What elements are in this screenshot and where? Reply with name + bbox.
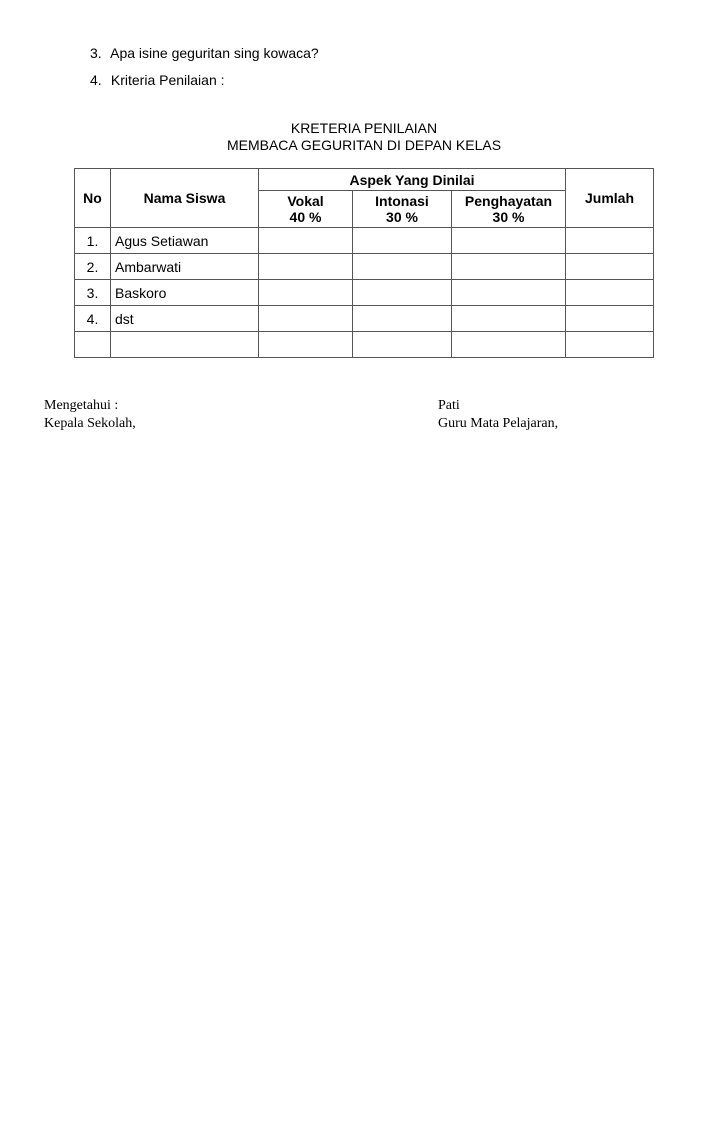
row-intonasi bbox=[353, 280, 452, 306]
row-name: Ambarwati bbox=[111, 254, 259, 280]
header-total: Jumlah bbox=[566, 169, 654, 228]
row-total bbox=[566, 254, 654, 280]
header-no: No bbox=[75, 169, 111, 228]
header-aspect-vokal-name: Vokal bbox=[287, 193, 324, 209]
row-total bbox=[566, 306, 654, 332]
row-no: 4. bbox=[75, 306, 111, 332]
question-4-number: 4. bbox=[90, 72, 102, 88]
signature-left-line-2: Kepala Sekolah, bbox=[44, 416, 136, 431]
row-intonasi bbox=[353, 254, 452, 280]
question-4-text: Kriteria Penilaian : bbox=[110, 72, 225, 88]
header-aspect-intonasi-weight: 30 % bbox=[386, 209, 418, 225]
table-title-line-2: MEMBACA GEGURITAN DI DEPAN KELAS bbox=[226, 137, 502, 153]
question-3-number: 3. bbox=[90, 45, 102, 61]
table-row bbox=[75, 254, 654, 280]
signature-left bbox=[44, 397, 136, 433]
header-aspect: Aspek Yang Dinilai bbox=[259, 169, 566, 191]
header-aspect-vokal-weight: 40 % bbox=[289, 209, 322, 225]
table-row bbox=[75, 306, 654, 332]
row-vokal bbox=[259, 254, 353, 280]
row-penghayatan bbox=[452, 332, 566, 358]
header-name: Nama Siswa bbox=[111, 169, 259, 228]
row-intonasi bbox=[353, 306, 452, 332]
signature-right-line-1: Pati bbox=[438, 398, 460, 413]
header-aspect-intonasi bbox=[353, 191, 452, 228]
header-aspect-penghayatan-weight: 30 % bbox=[492, 209, 525, 225]
header-aspect-vokal bbox=[259, 191, 353, 228]
row-vokal bbox=[259, 332, 353, 358]
row-vokal bbox=[259, 306, 353, 332]
row-penghayatan bbox=[452, 228, 566, 254]
row-no: 2. bbox=[75, 254, 111, 280]
header-aspect-penghayatan bbox=[452, 191, 566, 228]
row-total bbox=[566, 280, 654, 306]
row-name bbox=[111, 332, 259, 358]
table-title bbox=[0, 120, 728, 154]
signature-left-line-1: Mengetahui : bbox=[44, 398, 119, 413]
signature-right bbox=[438, 397, 558, 433]
row-name: Agus Setiawan bbox=[111, 228, 259, 254]
table-row bbox=[75, 228, 654, 254]
question-3 bbox=[90, 45, 319, 61]
table-title-line-1: KRETERIA PENILAIAN bbox=[290, 120, 438, 136]
row-penghayatan bbox=[452, 280, 566, 306]
question-4 bbox=[90, 72, 225, 88]
row-penghayatan bbox=[452, 306, 566, 332]
question-3-text: Apa isine geguritan sing kowaca? bbox=[110, 45, 319, 61]
row-no: 1. bbox=[75, 228, 111, 254]
row-vokal bbox=[259, 280, 353, 306]
header-aspect-intonasi-name: Intonasi bbox=[375, 193, 429, 209]
row-vokal bbox=[259, 228, 353, 254]
row-no: 3. bbox=[75, 280, 111, 306]
row-penghayatan bbox=[452, 254, 566, 280]
row-intonasi bbox=[353, 228, 452, 254]
row-name: dst bbox=[111, 306, 259, 332]
assessment-table bbox=[74, 168, 654, 358]
row-intonasi bbox=[353, 332, 452, 358]
row-total bbox=[566, 228, 654, 254]
table-row bbox=[75, 280, 654, 306]
table-header-row-1 bbox=[75, 169, 654, 191]
row-total bbox=[566, 332, 654, 358]
header-aspect-penghayatan-name: Penghayatan bbox=[464, 193, 553, 209]
signature-right-line-2: Guru Mata Pelajaran, bbox=[438, 416, 559, 431]
row-name: Baskoro bbox=[111, 280, 259, 306]
table-row bbox=[75, 332, 654, 358]
row-no bbox=[75, 332, 111, 358]
